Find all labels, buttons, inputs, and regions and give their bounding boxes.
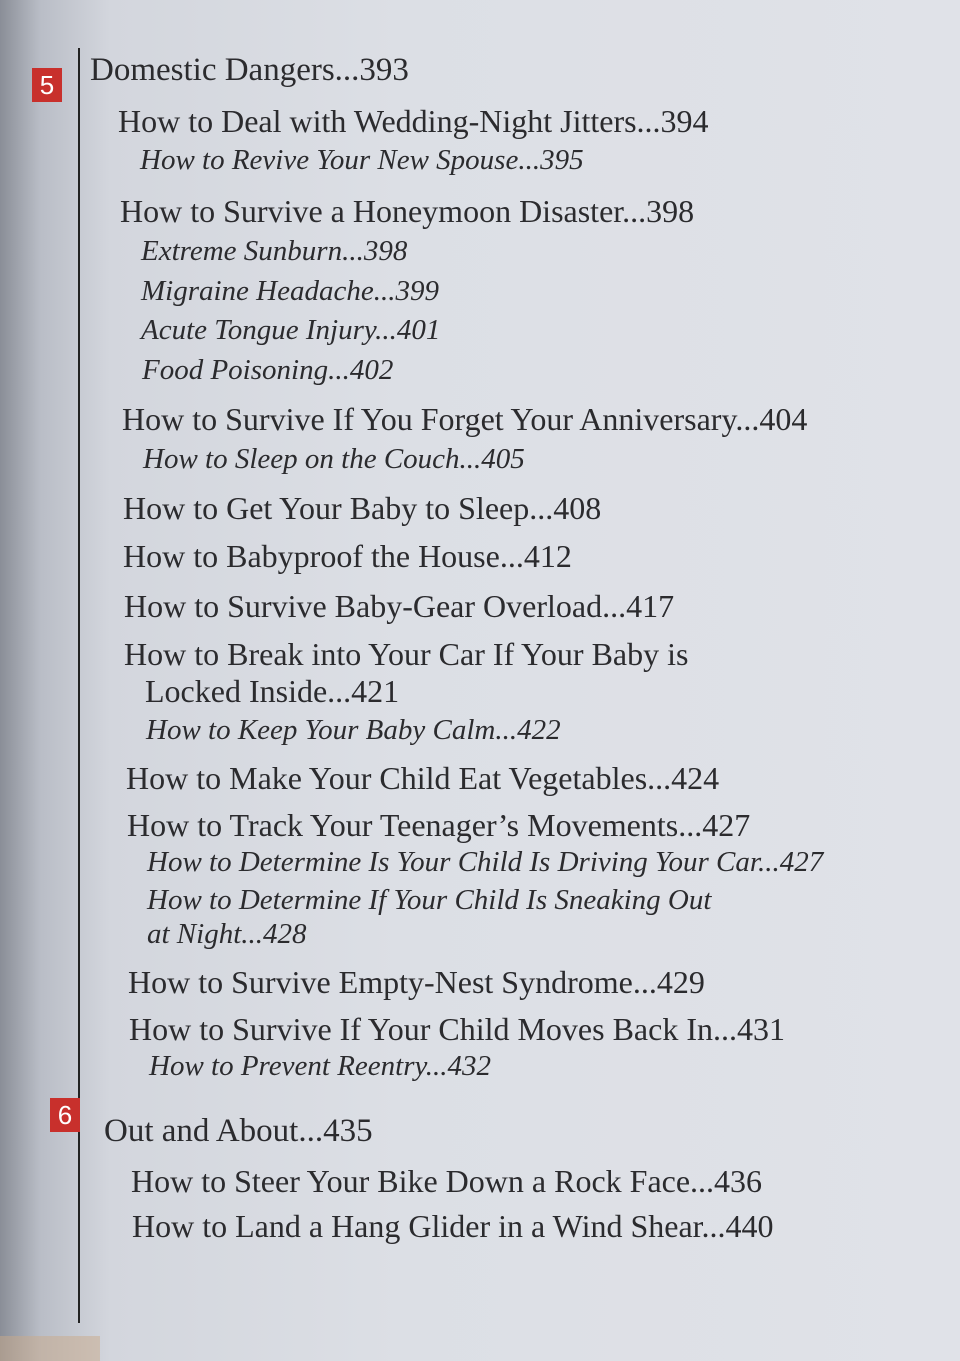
toc-subentry: How to Prevent Reentry...432	[149, 1050, 492, 1082]
toc-subentry: Extreme Sunburn...398	[141, 235, 408, 267]
toc-entry: How to Survive Empty-Nest Syndrome...429	[128, 964, 705, 1000]
toc-entry: How to Deal with Wedding-Night Jitters...394	[118, 103, 709, 139]
toc-subentry: How to Sleep on the Couch...405	[143, 443, 525, 475]
toc-entry: How to Survive If Your Child Moves Back In...431	[129, 1011, 785, 1047]
page-edge-shadow	[0, 1336, 100, 1361]
toc-entry: How to Track Your Teenager’s Movements...427	[127, 807, 751, 843]
toc-entry: How to Survive Baby-Gear Overload...417	[124, 588, 675, 624]
toc-subentry: How to Determine Is Your Child Is Driving Your Car...427	[147, 846, 824, 878]
toc-entry: How to Survive If You Forget Your Anniversary...404	[122, 401, 808, 437]
toc-subentry-continued: at Night...428	[147, 918, 307, 950]
toc-entry: How to Make Your Child Eat Vegetables...424	[126, 760, 720, 796]
toc-subentry: How to Keep Your Baby Calm...422	[146, 714, 561, 746]
toc-subentry: Migraine Headache...399	[141, 275, 439, 307]
toc-subentry: Acute Tongue Injury...401	[141, 314, 441, 346]
toc-entry: How to Land a Hang Glider in a Wind Shear...440	[132, 1208, 774, 1244]
toc-entry: How to Survive a Honeymoon Disaster...398	[120, 193, 695, 229]
toc-entry: How to Get Your Baby to Sleep...408	[123, 490, 602, 526]
chapter-number-badge: 6	[50, 1098, 80, 1132]
chapter-number-badge: 5	[32, 68, 62, 102]
toc-entry: How to Break into Your Car If Your Baby is	[124, 636, 689, 672]
toc-subentry: How to Revive Your New Spouse...395	[140, 144, 584, 176]
toc-entry: How to Steer Your Bike Down a Rock Face...436	[131, 1163, 763, 1199]
toc-subentry: Food Poisoning...402	[142, 354, 394, 386]
toc-entry: How to Babyproof the House...412	[123, 538, 572, 574]
toc-entry-continued: Locked Inside...421	[145, 673, 400, 709]
chapter-title: Domestic Dangers...393	[90, 52, 409, 88]
toc-subentry: How to Determine If Your Child Is Sneaking Out	[147, 884, 712, 916]
chapter-title: Out and About...435	[104, 1113, 373, 1149]
